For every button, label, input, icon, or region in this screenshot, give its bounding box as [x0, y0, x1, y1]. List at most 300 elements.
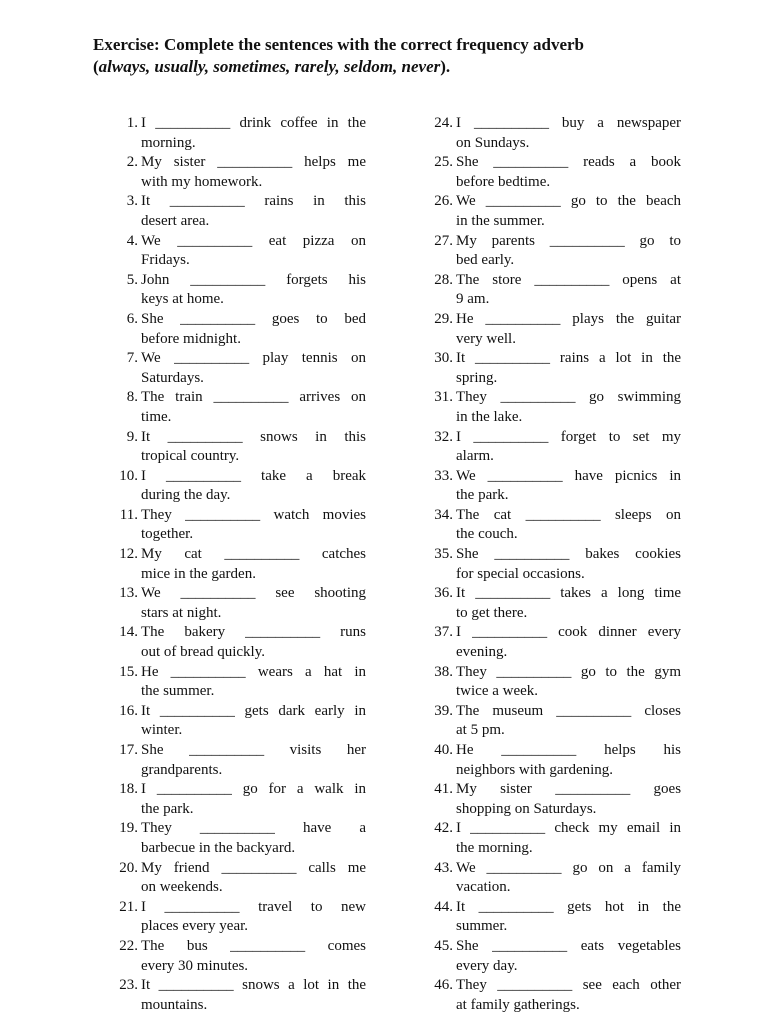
item-number: 6. — [126, 310, 138, 327]
sentence-start: We — [456, 859, 476, 876]
sentence-line-1 — [141, 232, 366, 252]
sentence-end: goes — [653, 781, 682, 798]
answer-blank: __________ — [478, 898, 554, 915]
sentence-line-2: together. — [141, 526, 194, 543]
item-number: 3. — [126, 193, 138, 210]
sentence-end: closes — [644, 702, 682, 719]
sentence-start: John — [141, 271, 170, 288]
sentence-line-1 — [141, 741, 366, 761]
answer-blank: __________ — [501, 742, 577, 758]
sentence-end: snows a lot in the — [242, 977, 367, 994]
exercise-item — [108, 859, 366, 898]
exercise-item — [423, 114, 681, 153]
exercise-item — [423, 467, 681, 506]
sentence-start: He — [456, 742, 474, 758]
exercise-item — [108, 780, 366, 819]
sentence-line-1 — [141, 976, 366, 996]
item-sentence — [456, 702, 681, 741]
sentence-start: The bakery — [141, 624, 226, 641]
item-number: 8. — [126, 389, 138, 406]
item-number: 29. — [434, 310, 453, 327]
sentence-line-2: 9 am. — [456, 291, 490, 308]
sentence-end: see shooting — [275, 585, 367, 602]
sentence-end: play tennis on — [262, 350, 367, 367]
sentence-start: I — [456, 624, 461, 641]
sentence-end: eat pizza on — [268, 232, 366, 249]
exercise-heading — [93, 34, 584, 78]
sentence-line-1 — [141, 663, 366, 683]
answer-blank: __________ — [485, 193, 561, 210]
item-number: 46. — [434, 977, 453, 994]
item-number: 11. — [119, 506, 138, 523]
sentence-end: see each other — [582, 977, 682, 994]
item-number: 41. — [434, 781, 453, 798]
exercise-item — [108, 937, 366, 976]
item-sentence — [456, 898, 681, 937]
sentence-line-2: mice in the garden. — [141, 565, 256, 582]
sentence-end: take a break — [261, 467, 367, 484]
sentence-line-1 — [141, 859, 366, 879]
sentence-line-2: on Sundays. — [456, 134, 530, 151]
sentence-line-1 — [456, 898, 681, 918]
sentence-line-1 — [456, 232, 681, 252]
sentence-line-2: before midnight. — [141, 330, 241, 347]
sentence-start: I — [141, 115, 146, 131]
exercise-item — [108, 271, 366, 310]
sentence-end: watch movies — [273, 506, 366, 523]
sentence-line-1 — [141, 506, 366, 526]
sentence-end: drink coffee in the — [239, 115, 367, 131]
sentence-line-2: twice a week. — [456, 683, 539, 700]
sentence-line-1 — [141, 702, 366, 722]
exercise-item — [108, 663, 366, 702]
sentence-line-1 — [456, 702, 681, 722]
exercise-item — [423, 192, 681, 231]
item-number: 14. — [119, 624, 138, 641]
item-number: 32. — [434, 428, 453, 445]
item-number: 2. — [126, 154, 138, 171]
sentence-line-1 — [456, 114, 681, 134]
sentence-start: It — [141, 193, 151, 210]
answer-blank: __________ — [166, 467, 242, 484]
exercise-item — [423, 663, 681, 702]
sentence-line-2: with my homework. — [141, 173, 263, 190]
sentence-start: He — [456, 310, 474, 327]
sentence-start: She — [456, 154, 479, 171]
answer-blank: __________ — [199, 820, 275, 837]
sentence-end: bakes cookies — [585, 546, 681, 563]
sentence-line-1 — [141, 545, 366, 565]
sentence-start: It — [456, 585, 466, 602]
answer-blank: __________ — [493, 154, 569, 171]
answer-blank: __________ — [190, 271, 266, 288]
item-sentence — [141, 623, 366, 662]
sentence-line-1 — [141, 388, 366, 408]
answer-blank: __________ — [496, 663, 572, 680]
item-number: 23. — [119, 977, 138, 994]
answer-blank: __________ — [217, 154, 293, 171]
item-number: 22. — [119, 937, 138, 954]
sentence-line-1 — [456, 153, 681, 173]
exercise-item — [423, 623, 681, 662]
exercise-item — [423, 859, 681, 898]
sentence-line-2: to get there. — [456, 604, 528, 621]
sentence-line-2: summer. — [456, 918, 508, 935]
item-number: 38. — [434, 663, 453, 680]
exercise-item — [108, 545, 366, 584]
sentence-line-1 — [456, 859, 681, 879]
sentence-end: go to the gym — [580, 663, 681, 680]
item-number: 34. — [434, 506, 453, 523]
sentence-line-2: winter. — [141, 722, 183, 739]
sentence-start: They — [141, 506, 172, 523]
answer-blank: __________ — [486, 859, 562, 876]
answer-blank: __________ — [497, 977, 573, 994]
exercise-item — [108, 428, 366, 467]
exercise-item — [423, 271, 681, 310]
item-number: 21. — [119, 898, 138, 915]
item-number: 35. — [434, 546, 453, 563]
item-sentence — [456, 192, 681, 231]
sentence-line-2: Fridays. — [141, 252, 190, 269]
heading-open-paren: ( — [93, 57, 99, 76]
sentence-end: travel to new — [258, 898, 366, 915]
sentence-end: plays the guitar — [572, 310, 682, 327]
sentence-start: My cat — [141, 546, 202, 563]
item-sentence — [141, 388, 366, 427]
sentence-start: We — [456, 467, 476, 484]
sentence-start: They — [456, 977, 487, 994]
sentence-end: helps his — [604, 742, 682, 758]
item-sentence — [141, 506, 366, 545]
sentence-line-2: the couch. — [456, 526, 518, 543]
item-sentence — [141, 349, 366, 388]
sentence-start: I — [456, 115, 461, 131]
item-number: 24. — [434, 115, 453, 131]
item-number: 36. — [434, 585, 453, 602]
sentence-end: catches — [321, 546, 367, 563]
item-sentence — [141, 741, 366, 780]
sentence-line-1 — [456, 349, 681, 369]
sentence-start: She — [456, 546, 479, 563]
item-number: 26. — [434, 193, 453, 210]
sentence-line-1 — [141, 349, 366, 369]
answer-blank: __________ — [472, 624, 548, 641]
sentence-end: forgets his — [286, 271, 366, 288]
sentence-line-1 — [456, 428, 681, 448]
answer-blank: __________ — [180, 585, 256, 602]
exercise-item — [108, 467, 366, 506]
item-number: 5. — [126, 271, 138, 288]
item-number: 43. — [434, 859, 453, 876]
sentence-line-2: neighbors with gardening. — [456, 761, 614, 778]
item-sentence — [456, 349, 681, 388]
sentence-line-2: tropical country. — [141, 448, 240, 465]
answer-blank: __________ — [475, 585, 551, 602]
sentence-line-2: morning. — [141, 134, 196, 151]
sentence-line-2: out of bread quickly. — [141, 644, 265, 661]
sentence-line-1 — [456, 467, 681, 487]
answer-blank: __________ — [525, 506, 601, 523]
exercise-item — [108, 114, 366, 153]
sentence-start: They — [141, 820, 172, 837]
exercise-item — [423, 819, 681, 858]
item-number: 30. — [434, 350, 453, 367]
item-number: 1. — [126, 115, 138, 131]
item-sentence — [141, 819, 366, 858]
sentence-line-2: on weekends. — [141, 879, 223, 896]
sentence-end: opens at — [622, 271, 681, 288]
item-sentence — [456, 663, 681, 702]
exercise-item — [108, 349, 366, 388]
item-sentence — [141, 584, 366, 623]
answer-blank: __________ — [230, 937, 306, 954]
answer-blank: __________ — [555, 781, 631, 798]
item-sentence — [456, 780, 681, 819]
sentence-start: We — [141, 232, 161, 249]
sentence-line-1 — [456, 388, 681, 408]
sentence-line-2: the park. — [141, 800, 194, 817]
sentence-line-1 — [456, 976, 681, 996]
sentence-line-2: before bedtime. — [456, 173, 551, 190]
answer-blank: __________ — [221, 859, 297, 876]
exercise-item — [423, 937, 681, 976]
sentence-line-1 — [456, 310, 681, 330]
item-sentence — [456, 388, 681, 427]
answer-blank: __________ — [500, 389, 576, 406]
item-sentence — [141, 976, 366, 1015]
sentence-end: visits her — [289, 742, 367, 758]
answer-blank: __________ — [169, 193, 245, 210]
exercise-item — [423, 349, 681, 388]
sentence-line-2: time. — [141, 408, 172, 425]
item-number: 45. — [434, 937, 453, 954]
answer-blank: __________ — [180, 310, 256, 327]
item-number: 37. — [434, 624, 453, 641]
item-number: 7. — [126, 350, 138, 367]
sentence-end: eats vegetables — [580, 937, 681, 954]
item-number: 40. — [434, 742, 453, 758]
sentence-line-2: the morning. — [456, 839, 533, 856]
sentence-start: The store — [456, 271, 522, 288]
answer-blank: __________ — [213, 389, 289, 406]
item-number: 18. — [119, 781, 138, 798]
sentence-line-2: evening. — [456, 644, 508, 661]
answer-blank: __________ — [245, 624, 321, 641]
answer-blank: __________ — [556, 702, 632, 719]
heading-close-paren: ). — [440, 57, 451, 76]
sentence-line-2: stars at night. — [141, 604, 222, 621]
sentence-start: They — [456, 663, 487, 680]
item-number: 13. — [119, 585, 138, 602]
item-number: 17. — [119, 742, 138, 758]
sentence-start: We — [141, 350, 161, 367]
item-number: 19. — [119, 820, 138, 837]
sentence-start: I — [141, 898, 146, 915]
sentence-start: My friend — [141, 859, 210, 876]
sentence-end: helps me — [304, 154, 366, 171]
item-number: 39. — [434, 702, 453, 719]
item-sentence — [141, 271, 366, 310]
answer-blank: __________ — [170, 663, 246, 680]
item-sentence — [141, 114, 366, 153]
answer-blank: __________ — [159, 702, 235, 719]
item-number: 9. — [126, 428, 138, 445]
sentence-end: go to — [639, 232, 682, 249]
sentence-start: I — [141, 467, 146, 484]
sentence-line-1 — [456, 506, 681, 526]
item-number: 4. — [126, 232, 138, 249]
exercise-item — [108, 702, 366, 741]
sentence-start: He — [141, 663, 159, 680]
item-number: 16. — [119, 702, 138, 719]
sentence-end: go to the beach — [570, 193, 682, 210]
sentence-line-1 — [141, 310, 366, 330]
item-number: 15. — [119, 663, 138, 680]
sentence-end: have a — [302, 820, 366, 837]
answer-blank: __________ — [549, 232, 625, 249]
exercise-item — [423, 545, 681, 584]
sentence-start: My sister — [456, 781, 532, 798]
sentence-line-2: barbecue in the backyard. — [141, 839, 296, 856]
sentence-line-2: keys at home. — [141, 291, 224, 308]
sentence-end: sleeps on — [614, 506, 682, 523]
item-sentence — [456, 506, 681, 545]
sentence-end: check my email in — [554, 820, 681, 837]
item-sentence — [141, 428, 366, 467]
item-sentence — [456, 584, 681, 623]
item-sentence — [141, 310, 366, 349]
sentence-end: forget to set my — [560, 428, 681, 445]
sentence-line-2: for special occasions. — [456, 565, 585, 582]
exercise-item — [423, 780, 681, 819]
item-sentence — [456, 467, 681, 506]
answer-blank: __________ — [473, 115, 549, 131]
exercise-item — [108, 898, 366, 937]
sentence-line-2: bed early. — [456, 252, 515, 269]
exercise-item — [423, 388, 681, 427]
sentence-line-1 — [141, 623, 366, 643]
item-number: 28. — [434, 271, 453, 288]
sentence-end: takes a long time — [560, 585, 682, 602]
sentence-line-2: the summer. — [141, 683, 215, 700]
sentence-start: The cat — [456, 506, 512, 523]
exercise-item — [423, 506, 681, 545]
exercise-item — [108, 819, 366, 858]
sentence-start: We — [456, 193, 476, 210]
sentence-start: It — [141, 428, 151, 445]
item-sentence — [456, 153, 681, 192]
sentence-end: comes — [327, 937, 366, 954]
sentence-line-1 — [141, 271, 366, 291]
item-sentence — [141, 859, 366, 898]
answer-blank: __________ — [158, 977, 234, 994]
sentence-line-2: Saturdays. — [141, 369, 204, 386]
item-sentence — [141, 232, 366, 271]
item-sentence — [141, 153, 366, 192]
exercise-item — [423, 153, 681, 192]
sentence-start: My parents — [456, 232, 535, 249]
exercise-item — [423, 976, 681, 1015]
sentence-start: It — [456, 898, 466, 915]
sentence-line-2: in the lake. — [456, 408, 523, 425]
item-sentence — [456, 310, 681, 349]
exercise-item — [423, 232, 681, 271]
sentence-end: have picnics in — [574, 467, 682, 484]
answer-blank: __________ — [494, 546, 570, 563]
sentence-start: She — [141, 742, 164, 758]
answer-blank: __________ — [156, 781, 232, 798]
answer-blank: __________ — [174, 350, 250, 367]
sentence-line-2: in the summer. — [456, 212, 545, 229]
answer-blank: __________ — [492, 937, 568, 954]
sentence-line-2: at family gatherings. — [456, 996, 580, 1013]
sentence-line-1 — [141, 584, 366, 604]
sentence-line-2: desert area. — [141, 212, 210, 229]
sentence-end: calls me — [308, 859, 367, 876]
item-sentence — [456, 428, 681, 467]
sentence-end: rains a lot in the — [559, 350, 682, 367]
sentence-start: She — [141, 310, 164, 327]
exercise-item — [108, 232, 366, 271]
item-number: 31. — [434, 389, 453, 406]
sentence-line-2: every day. — [456, 957, 518, 974]
sentence-start: I — [456, 820, 461, 837]
sentence-end: reads a book — [583, 154, 681, 171]
item-number: 44. — [434, 898, 453, 915]
item-sentence — [141, 467, 366, 506]
sentence-line-1 — [456, 937, 681, 957]
item-number: 12. — [119, 546, 138, 563]
left-exercise-column — [108, 114, 366, 1015]
answer-blank: __________ — [485, 310, 561, 327]
sentence-start: It — [456, 350, 466, 367]
sentence-line-2: the park. — [456, 487, 509, 504]
answer-blank: __________ — [470, 820, 546, 837]
sentence-start: My sister — [141, 154, 206, 171]
exercise-item — [108, 506, 366, 545]
sentence-line-1 — [141, 819, 366, 839]
item-number: 42. — [434, 820, 453, 837]
item-sentence — [141, 898, 366, 937]
sentence-line-1 — [456, 584, 681, 604]
sentence-line-1 — [141, 937, 366, 957]
sentence-line-1 — [141, 898, 366, 918]
sentence-end: gets dark early in — [244, 702, 366, 719]
sentence-line-1 — [456, 271, 681, 291]
item-sentence — [456, 937, 681, 976]
exercise-item — [423, 584, 681, 623]
item-number: 10. — [119, 467, 138, 484]
sentence-line-2: at 5 pm. — [456, 722, 505, 739]
item-sentence — [456, 271, 681, 310]
sentence-start: They — [456, 389, 487, 406]
answer-blank: __________ — [473, 428, 549, 445]
answer-blank: __________ — [167, 428, 243, 445]
sentence-line-1 — [456, 741, 681, 761]
sentence-line-2: alarm. — [456, 448, 494, 465]
exercise-item — [108, 741, 366, 780]
sentence-line-2: spring. — [456, 369, 498, 386]
answer-blank: __________ — [164, 898, 240, 915]
exercise-item — [108, 192, 366, 231]
exercise-item — [423, 310, 681, 349]
heading-line-2 — [93, 56, 584, 78]
answer-blank: __________ — [177, 232, 253, 249]
exercise-item — [423, 702, 681, 741]
item-sentence — [456, 741, 681, 780]
item-number: 25. — [434, 154, 453, 171]
